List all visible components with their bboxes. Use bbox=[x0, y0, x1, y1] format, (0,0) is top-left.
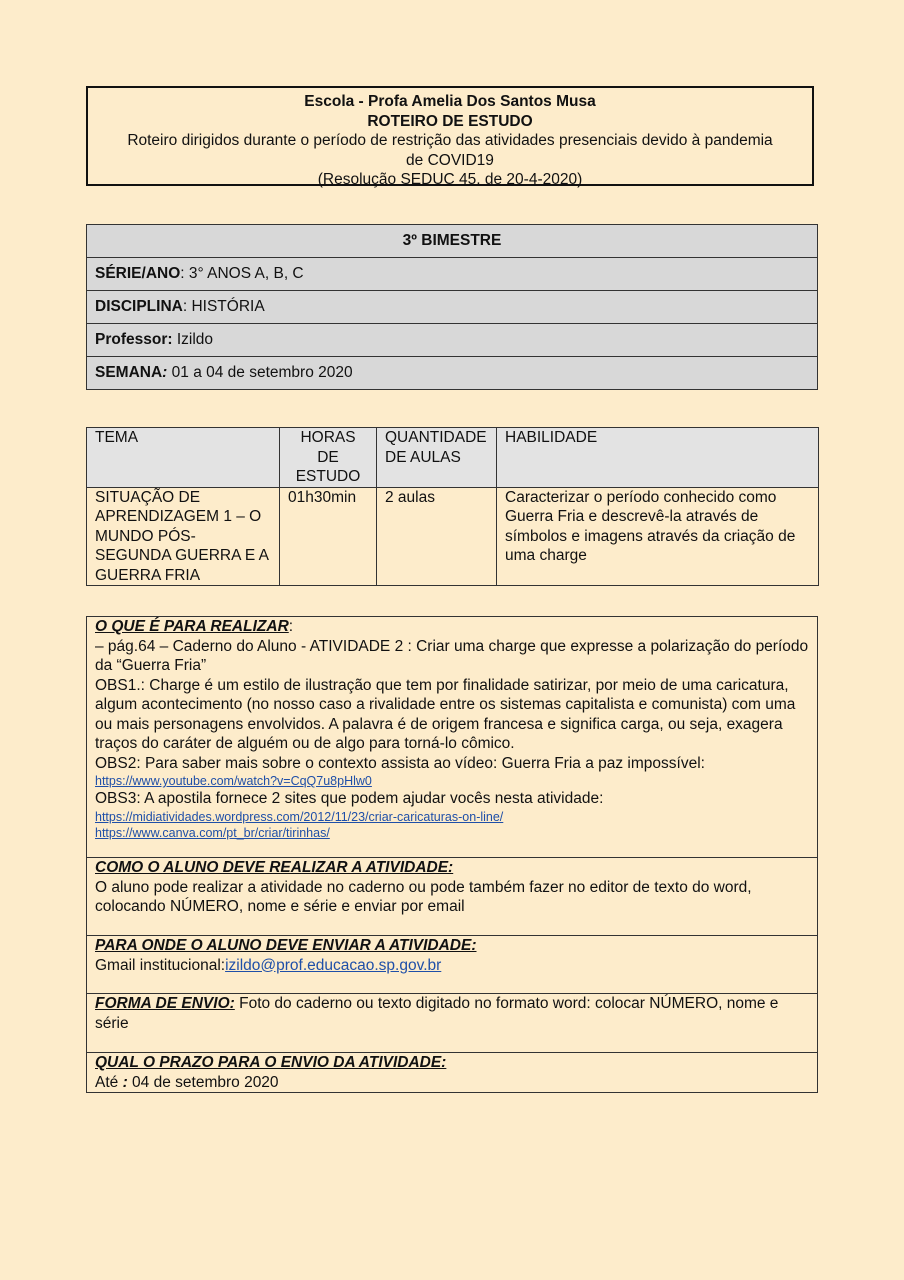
form-title: FORMA DE ENVIO: bbox=[95, 995, 235, 1012]
info-table bbox=[86, 224, 818, 390]
obs1: OBS1.: Charge é um estilo de ilustração que tem por finalidade satirizar, por meio de uma caricatura, algum acontecimento (no nosso caso a rivalidade entre os sistemas capitalista e comunista) com uma ou mais personagens envolvidos. A palavra é de origem francesa e significa carga, ou seja, exagera traços do caráter de alguém ou de algo para torná-lo cômico. bbox=[95, 676, 796, 752]
cell-aulas: 2 aulas bbox=[377, 487, 497, 586]
document-title: ROTEIRO DE ESTUDO bbox=[367, 112, 533, 130]
cell-tema: SITUAÇÃO DE APRENDIZAGEM 1 – O MUNDO PÓS-SEGUNDA GUERRA E A GUERRA FRIA bbox=[87, 487, 280, 586]
disciplina-row bbox=[87, 291, 818, 324]
cell-horas: 01h30min bbox=[280, 487, 377, 586]
serie-label: SÉRIE/ANO bbox=[95, 265, 181, 282]
header-tema: TEMA bbox=[87, 428, 280, 488]
how-title: COMO O ALUNO DEVE REALIZAR A ATIVIDADE: bbox=[95, 859, 454, 876]
deadline-prefix: Até bbox=[95, 1073, 123, 1091]
activity-table bbox=[86, 616, 818, 1093]
school-header bbox=[86, 86, 814, 186]
header-horas: HORAS DE ESTUDO bbox=[280, 428, 377, 488]
semana-value: 01 a 04 de setembro 2020 bbox=[167, 364, 353, 381]
serie-row bbox=[87, 258, 818, 291]
what-text: – pág.64 – Caderno do Aluno - ATIVIDADE 2 : Criar uma charge que expresse a polarização do período da “Guerra Fria” bbox=[95, 637, 809, 674]
what-section bbox=[87, 617, 818, 858]
where-prefix: Gmail institucional: bbox=[95, 956, 226, 974]
header-habilidade: HABILIDADE bbox=[497, 428, 819, 488]
where-title: PARA ONDE O ALUNO DEVE ENVIAR A ATIVIDADE: bbox=[95, 937, 477, 954]
form-section bbox=[87, 994, 818, 1053]
deadline-colon: : bbox=[122, 1073, 128, 1091]
obs2: OBS2: Para saber mais sobre o contexto assista ao vídeo: Guerra Fria a paz impossível: bbox=[95, 754, 705, 772]
canva-link[interactable]: https://www.canva.com/pt_br/criar/tirinhas/ bbox=[95, 825, 330, 840]
bimester: 3º BIMESTRE bbox=[87, 225, 818, 258]
school-name: Escola - Profa Amelia Dos Santos Musa bbox=[304, 93, 596, 110]
what-colon: : bbox=[288, 618, 294, 635]
what-title: O QUE É PARA REALIZAR bbox=[95, 618, 289, 635]
obs3: OBS3: A apostila fornece 2 sites que podem ajudar vocês nesta atividade: bbox=[95, 790, 604, 807]
form-text: Foto do caderno ou texto digitado no formato word: colocar NÚMERO, nome e série bbox=[95, 995, 779, 1032]
email-link[interactable]: izildo@prof.educacao.sp.gov.br bbox=[225, 956, 442, 974]
professor-row bbox=[87, 324, 818, 357]
where-section bbox=[87, 936, 818, 994]
header-line-1: Roteiro dirigidos durante o período de restrição das atividades presenciais devido à pandemia bbox=[127, 132, 773, 149]
semana-label: SEMANA bbox=[95, 364, 163, 381]
deadline-section bbox=[87, 1053, 818, 1093]
header-aulas: QUANTIDADE DE AULAS bbox=[377, 428, 497, 488]
how-section bbox=[87, 858, 818, 936]
disciplina-label: DISCIPLINA bbox=[95, 298, 183, 315]
semana-colon: : bbox=[162, 364, 168, 381]
plan-table bbox=[86, 427, 819, 586]
how-text: O aluno pode realizar a atividade no caderno ou pode também fazer no editor de texto do word, colocando NÚMERO, nome e série e enviar por email bbox=[95, 878, 752, 915]
deadline-title: QUAL O PRAZO PARA O ENVIO DA ATIVIDADE: bbox=[95, 1054, 447, 1071]
youtube-link[interactable]: https://www.youtube.com/watch?v=CqQ7u8pHlw0 bbox=[95, 774, 372, 788]
caricaturas-link[interactable]: https://midiatividades.wordpress.com/2012/11/23/criar-caricaturas-on-line/ bbox=[95, 809, 504, 824]
serie-value: : 3° ANOS A, B, C bbox=[180, 265, 304, 282]
header-line-3: (Resolução SEDUC 45, de 20-4-2020) bbox=[317, 171, 583, 188]
deadline-value: 04 de setembro 2020 bbox=[127, 1073, 279, 1091]
cell-habilidade: Caracterizar o período conhecido como Guerra Fria e descrevê-la através de símbolos e imagens através da criação de uma charge bbox=[497, 487, 819, 586]
disciplina-value: : HISTÓRIA bbox=[182, 298, 265, 315]
semana-row bbox=[87, 357, 818, 390]
header-line-2: de COVID19 bbox=[406, 151, 494, 169]
professor-label: Professor: bbox=[95, 331, 173, 348]
professor-value: Izildo bbox=[172, 331, 214, 348]
